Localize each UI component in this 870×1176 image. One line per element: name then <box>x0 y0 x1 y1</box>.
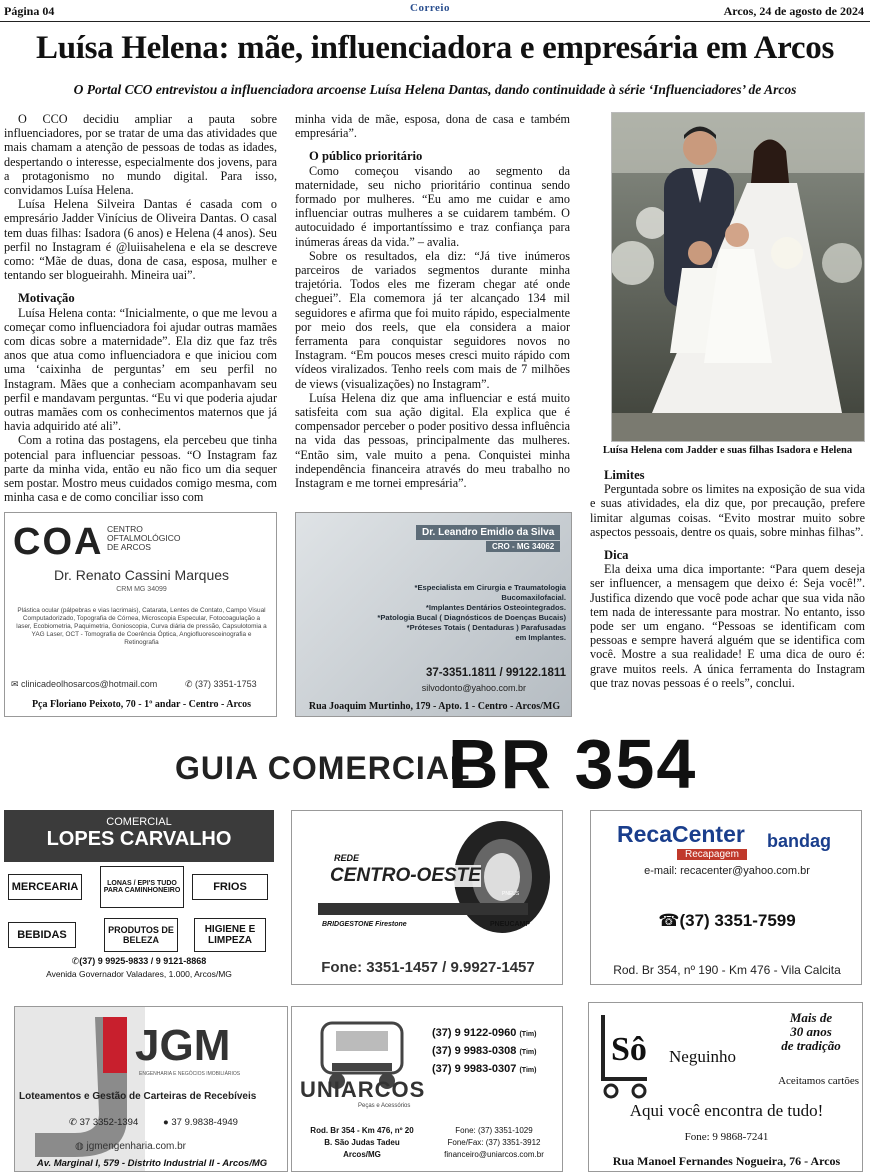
leandro-phones: 37-3351.1811 / 99122.1811 <box>425 667 566 679</box>
lopes-frios: FRIOS <box>192 874 268 900</box>
rede-brands: BRIDGESTONE Firestone <box>322 921 407 928</box>
ad-so-neguinho <box>588 1002 863 1172</box>
lopes-address: Avenida Governador Valadares, 1.000, Arcos/MG <box>46 969 232 979</box>
rede-phone: Fone: 3351-1457 / 9.9927-1457 <box>321 959 535 976</box>
coa-logo: COA <box>13 521 104 563</box>
coa-email: ✉ clinicadeolhosarcos@hotmail.com <box>11 679 158 689</box>
phone-icon: ✆ <box>71 956 80 966</box>
coa-crm: CRM MG 34099 <box>116 586 167 593</box>
paragraph: Luísa Helena Silveira Dantas é casada com o empresário Jadder Vinícius de Oliveira Dantas. O casal tem duas filhas: Isadora (6 anos) e Helena (4 anos). Seu perfil no Instagram é @luiisahelena e ela se descreve como: “Mãe de duas, dona de casa, esposa, mulher e tentando ser blogueirahh. Mineira uai”. <box>4 197 277 283</box>
jgm-line: Loteamentos e Gestão de Carteiras de Recebíveis <box>19 1091 257 1102</box>
ad-uniarcos <box>291 1006 563 1172</box>
jgm-logo: JGM <box>135 1021 231 1070</box>
coa-phone: ✆ (37) 3351-1753 <box>185 679 257 689</box>
jgm-phone1: ✆ 37 3352-1394 <box>69 1117 139 1128</box>
leandro-address: Rua Joaquim Murtinho, 179 - Apto. 1 - Centro - Arcos/MG <box>308 701 561 712</box>
leandro-email: silvodonto@yahoo.com.br <box>421 683 526 693</box>
reca-logo: RecaCenter <box>617 821 745 847</box>
leandro-cro: CRO - MG 34062 <box>486 541 560 552</box>
reca-address: Rod. Br 354, nº 190 - Km 476 - Vila Calcita <box>613 963 841 977</box>
paragraph: minha vida de mãe, esposa, dona de casa e também empresária”. <box>295 112 570 141</box>
so-cards: Aceitamos cartões <box>778 1075 859 1087</box>
lopes-header: COMERCIAL LOPES CARVALHO <box>4 810 274 862</box>
coa-address: Pça Floriano Peixoto, 70 - 1º andar - Centro - Arcos <box>31 699 252 710</box>
rede-pneucamp: PNEUCAMP <box>490 921 531 928</box>
phone-icon: ✆ <box>69 1117 80 1128</box>
uniarcos-logo: UNIARCOS <box>300 1077 426 1102</box>
so-phone: Fone: 9 9868-7241 <box>684 1131 769 1143</box>
article-subtitle: O Portal CCO entrevistou a influenciadora arcoense Luísa Helena Dantas, dando continuidade à série ‘Influenciadores’ de Arcos <box>73 82 797 97</box>
reca-email: e-mail: recacenter@yahoo.com.br <box>644 865 810 877</box>
page-header <box>0 0 870 22</box>
paragraph: Ela deixa uma dica importante: “Para quem deseja ser influencer, a mensagem que deixo é: Seja você!”. Justifica dizendo que você pode achar que sua vida não tem nada de interessante para mostrar. No entanto, isso pode ser um engano. “Pessoas se identificam com pessoas e sempre haverá alguém que se identifica com você. Mostre a sua realidade! E uma dica de ouro é: grave muitos reels. A única ferramenta do Instagram que traz novas pessoas é o reels”, conclui. <box>590 562 865 690</box>
jgm-phone2: ● 37 9.9838-4949 <box>163 1117 238 1128</box>
section-heading-dica: Dica <box>604 548 629 563</box>
lopes-bebidas: BEBIDAS <box>8 922 76 948</box>
globe-icon: ◍ <box>75 1141 87 1152</box>
article-column-2 <box>295 112 570 490</box>
uniarcos-phone3: (37) 9 9983-0307 (Tim) <box>432 1063 537 1075</box>
rede-pneus: PNEUS <box>502 891 520 897</box>
newspaper-logo: Correio <box>410 2 450 14</box>
email-icon: ✉ <box>11 679 22 689</box>
bandag-logo: bandag <box>767 831 832 851</box>
article-title: Luísa Helena: mãe, influenciadora e empresária em Arcos <box>35 30 834 66</box>
leandro-name: Dr. Leandro Emidio da Silva <box>416 525 560 540</box>
so-address: Rua Manoel Fernandes Nogueira, 76 - Arcos <box>612 1154 841 1168</box>
uniarcos-phone2: (37) 9 9983-0308 (Tim) <box>432 1045 537 1057</box>
rede-name: CENTRO-OESTE <box>330 865 481 886</box>
article-column-3 <box>590 468 865 690</box>
coa-services: Plástica ocular (pálpebras e vias lacrimais), Catarata, Lentes de Contato, Campo Visual Computadorizado, Topografia de Córnea, Microscopia Especular, Fotocoagulação a laser, Ecobiometria, Paquimetria, Gonioscopia, Curva diária de pressão, Capsulotomia a YAG Laser, OCT - Tomografia de Coerência Óptica, Angiofluoresceinografia e Retinografia <box>16 607 267 646</box>
so-tradicao: Mais de 30 anos de tradição <box>781 1010 841 1053</box>
reca-phone: ☎(37) 3351-7599 <box>658 911 796 930</box>
page-number: Página 04 <box>4 4 55 18</box>
guia-label: GUIA COMERCIAL <box>175 750 471 786</box>
so-tagline: Aqui você encontra de tudo! <box>629 1101 824 1120</box>
paragraph: Sobre os resultados, ela diz: “Já tive inúmeros parceiros de variados segmentos durante minha trajetória. Todos eles me fizeram chegar até onde cheguei”. Ela comemora já ter alcançado 134 mil seguidores e afirma que foi muito rápido, especialmente por meio dos reels, que ela considera a maior ferramenta para conquistar seguidores novos no Instagram. “Em poucos meses cresci muito rápido com vídeos viralizados. Tenho reels com mais de 7 milhões de views (visualizações) no Instagram”. <box>295 248 570 391</box>
section-heading-motivacao: Motivação <box>18 291 75 306</box>
jgm-site: ◍ jgmengenharia.com.br <box>75 1141 187 1152</box>
rede-label: REDE <box>334 853 360 863</box>
uniarcos-address: Rod. Br 354 - Km 476, nº 20 B. São Judas Tadeu Arcos/MG <box>310 1126 414 1159</box>
whatsapp-icon: ● <box>163 1117 172 1128</box>
guia-comercial-banner <box>0 725 870 803</box>
uniarcos-contact: Fone: (37) 3351-1029 Fone/Fax: (37) 3351-3912 financeiro@uniarcos.com.br <box>444 1126 544 1159</box>
so-logo: Sô <box>611 1031 647 1068</box>
reca-recapagem: Recapagem <box>677 849 747 860</box>
phone-icon: ☎ <box>658 911 680 930</box>
ad-rede-centro-oeste <box>291 810 563 985</box>
ad-jgm <box>14 1006 288 1172</box>
lopes-beleza: PRODUTOS DE BELEZA <box>104 918 178 952</box>
paragraph: Perguntada sobre os limites na exposição de sua vida e suas atividades, ela diz que, por precaução, prefere limitar algumas coisas. “Evito mostrar muito sobre aspectos pessoais, dentre os quais, sobre minhas filhas”. <box>590 482 865 539</box>
article-column-1 <box>4 112 277 504</box>
ad-recacenter <box>590 810 862 985</box>
coa-doctor: Dr. Renato Cassini Marques <box>53 567 230 583</box>
edition-date: Arcos, 24 de agosto de 2024 <box>723 4 864 18</box>
guia-br354: BR 354 <box>448 725 698 803</box>
family-photo <box>611 112 865 442</box>
coa-tagline: CENTRO OFTALMOLÓGICO DE ARCOS <box>107 524 181 552</box>
photo-caption: Luísa Helena com Jadder e suas filhas Isadora e Helena <box>602 445 853 456</box>
paragraph: Luísa Helena conta: “Inicialmente, o que me levou a começar como influenciadora foi ajudar outras mamães com dicas sobre a maternidade”. Ela diz que faz três anos que atua como influenciadora e que iniciou com uma ‘caixinha de perguntas’ em seu perfil no Instagram. Mães que a conheciam acompanhavam seu perfil e mandavam perguntas. “Eu vi que poderia ajudar outras mamães com os conhecimentos maternos que já havia adquirido até ali”. <box>4 305 277 434</box>
jgm-address: Av. Marginal I, 579 - Distrito Industrial II - Arcos/MG <box>36 1158 268 1169</box>
uniarcos-phone1: (37) 9 9122-0960 (Tim) <box>432 1027 537 1039</box>
ad-coa <box>4 512 277 717</box>
uniarcos-sub: Peças e Acessórios <box>358 1103 411 1109</box>
leandro-services: *Especialista em Cirurgia e Traumatologia Bucomaxilofacial. *Implantes Dentários Osteointegrados. *Patologia Bucal ( Diagnósticos de Doenças Bucais) *Próteses Totais ( Dentaduras ) Parafusadas em Implantes. <box>377 583 566 642</box>
paragraph: Com a rotina das postagens, ela percebeu que tinha potencial para influenciar pessoas. “O Instagram faz parte da minha vida, então eu não fico um dia sequer sem postar. Mostro meus cuidados comigo mesma, com minha casa e de como conciliar isso com <box>4 433 277 505</box>
ad-leandro <box>295 512 572 717</box>
jgm-tag: ENGENHARIA E NEGÓCIOS IMOBILIÁRIOS <box>139 1071 241 1077</box>
lopes-mercearia: MERCEARIA <box>8 874 82 900</box>
section-heading-publico: O público prioritário <box>309 149 423 164</box>
ad-lopes-carvalho <box>4 810 274 985</box>
neguinho-logo: Neguinho <box>669 1047 737 1066</box>
paragraph: O CCO decidiu ampliar a pauta sobre influenciadores, por se tratar de uma das atividades que mais chamam a atenção de pessoas de todas as idades, despertando o interesse, especialmente dos jovens, para a protagonismo no mundo digital. Para isso, convidamos Luísa Helena. <box>4 112 277 198</box>
paragraph: Luísa Helena diz que ama influenciar e está muito satisfeita com sua ação digital. Ela explica que é compensador perceber o poder positivo dessa influência na vida das pessoas, principalmente das mulheres. “Então sim, vale muito a pena. Conquistei minha independência financeira através do meu trabalho no Instagram e me tornei empresária”. <box>295 390 570 491</box>
lopes-higiene: HIGIENE E LIMPEZA <box>194 918 266 952</box>
lopes-lonas: LONAS / EPI'S TUDO PARA CAMINHONEIRO <box>100 866 184 908</box>
section-heading-limites: Limites <box>604 468 645 482</box>
paragraph: Como começou visando ao segmento da maternidade, seu nicho prioritário continua sendo formado por mulheres. “Eu amo me cuidar e amo influenciar outras mulheres a se cuidarem também. O autocuidado é importantíssimo e traz confiança para inúmeras áreas da vida.” – avalia. <box>295 163 570 249</box>
phone-icon: ✆ <box>185 679 196 689</box>
lopes-phones: ✆(37) 9 9925-9833 / 9 9121-8868 <box>71 956 207 966</box>
